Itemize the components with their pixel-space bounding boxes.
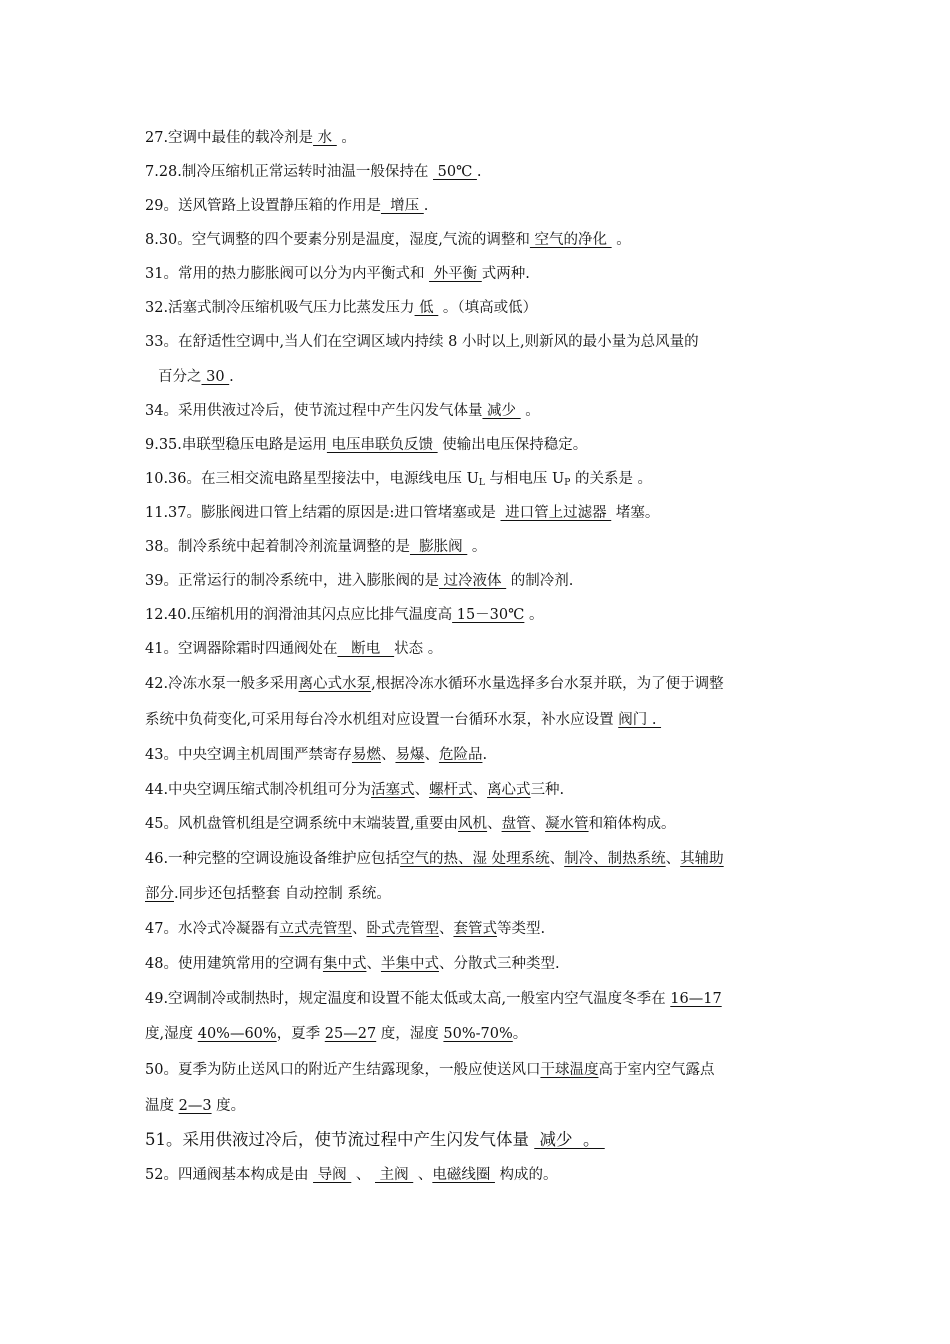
question-line — [145, 919, 825, 939]
question-text: 和箱体构成。 — [588, 816, 676, 832]
question-text: 。 — [520, 403, 540, 419]
answer-blank: 易爆 — [395, 747, 425, 763]
question-text: .同步还包括整套 自动控制 系统。 — [174, 886, 391, 902]
question-text: 、 — [530, 816, 546, 832]
question-text: 、 — [487, 816, 502, 832]
question-line — [145, 469, 825, 493]
question-line — [145, 503, 825, 523]
answer-blank: 风机 — [458, 816, 488, 832]
question-line — [145, 196, 825, 216]
question-text: 48。使用建筑常用的空调有 — [145, 956, 323, 972]
question-text: 的制冷剂. — [506, 573, 574, 589]
answer-blank: 卧式壳管型 — [366, 921, 439, 937]
answer-blank: 16—17 — [670, 991, 722, 1007]
answer-blank: 离心式水泵 — [298, 676, 372, 692]
question-text: 、 — [438, 921, 454, 937]
question-text: 。 — [512, 1026, 528, 1042]
question-line — [145, 989, 825, 1009]
question-text: 27.空调中最佳的载冷剂是 — [145, 130, 314, 146]
question-line — [145, 1165, 825, 1185]
question-line — [145, 1130, 825, 1150]
question-text: 49.空调制冷或制热时，规定温度和设置不能太低或太高,一般室内空气温度冬季在 — [145, 991, 671, 1007]
question-text: 39。正常运行的制冷系统中，进入膨胀阀的是 — [145, 573, 439, 589]
question-text: 、 — [351, 1167, 375, 1183]
answer-blank: 主阀 — [375, 1167, 414, 1183]
question-line — [145, 674, 825, 694]
question-line — [158, 367, 838, 387]
question-text: 、 — [366, 956, 381, 972]
question-line — [145, 849, 825, 869]
question-text: 8.30。空气调整的四个要素分别是温度，湿度,气流的调整和 — [145, 232, 530, 248]
question-text: . — [229, 369, 234, 385]
question-text: 度,湿度 — [145, 1026, 198, 1042]
question-text: 使输出电压保持稳定。 — [437, 437, 588, 453]
question-text: 百分之 — [158, 369, 202, 385]
answer-blank: 活塞式 — [371, 782, 415, 798]
subscript: L — [478, 478, 485, 488]
answer-blank: 30 — [201, 369, 230, 385]
question-line — [145, 332, 825, 352]
question-line — [145, 954, 825, 974]
subscript: P — [564, 478, 571, 488]
question-text: 32.活塞式制冷压缩机吸气压力比蒸发压力 — [145, 300, 415, 316]
answer-blank: 其辅助 — [680, 851, 724, 867]
question-text: 52。四通阀基本构成是由 — [145, 1167, 314, 1183]
question-text: 、 — [424, 747, 439, 763]
question-text: 、 — [549, 851, 565, 867]
question-line — [145, 1024, 825, 1044]
answer-blank: 50℃ — [433, 164, 477, 180]
answer-blank: 螺杆式 — [429, 782, 473, 798]
answer-blank: 减少 — [482, 403, 521, 419]
answer-blank: 立式壳管型 — [279, 921, 352, 937]
answer-blank: 断电 — [337, 641, 395, 657]
question-text: 51。采用供液过冷后，使节流过程中产生闪发气体量 — [145, 1130, 535, 1149]
question-line — [145, 745, 825, 765]
question-line — [145, 814, 825, 834]
question-text: 7.28.制冷压缩机正常运转时油温一般保持在 — [145, 164, 434, 180]
answer-blank: 制冷、制热系统 — [564, 851, 666, 867]
question-line — [145, 128, 825, 148]
question-line — [145, 537, 825, 557]
answer-blank: 干球温度 — [540, 1062, 599, 1078]
question-text: 。（填高或低） — [438, 300, 538, 316]
answer-blank: 减少 。 — [534, 1130, 605, 1149]
answer-blank: 部分 — [145, 886, 174, 902]
question-text: 34。采用供液过冷后，使节流过程中产生闪发气体量 — [145, 403, 483, 419]
question-line — [145, 639, 825, 659]
question-text: . — [423, 198, 429, 214]
answer-blank: 低 — [414, 300, 439, 316]
question-text: 12.40.压缩机用的润滑油其闪点应比排气温度高 — [145, 607, 453, 623]
answer-blank: 盘管 — [501, 816, 531, 832]
question-text: 度，湿度 — [376, 1026, 444, 1042]
answer-blank: 外平衡 — [429, 266, 482, 282]
answer-blank: 集中式 — [322, 956, 367, 972]
question-text: 33。在舒适性空调中,当人们在空调区域内持续 8 小时以上,则新风的最小量为总风量的 — [145, 334, 699, 350]
question-line — [145, 230, 825, 250]
question-text: . — [476, 164, 482, 180]
question-text: 、 — [414, 782, 430, 798]
question-text: 。 — [524, 607, 544, 623]
question-text: 9.35.串联型稳压电路是运用 — [145, 437, 327, 453]
answer-blank: 半集中式 — [380, 956, 439, 972]
answer-blank: 水 — [313, 130, 337, 146]
question-text: 42.冷冻水泵一般多采用 — [145, 676, 299, 692]
question-text: 43。中央空调主机周围严禁寄存 — [145, 747, 352, 763]
question-text: 构成的。 — [494, 1167, 558, 1183]
question-text: 等类型. — [496, 921, 546, 937]
answer-blank: 增压 — [380, 198, 424, 214]
answer-blank: 阀门 . — [618, 712, 662, 728]
answer-blank: 凝水管 — [545, 816, 589, 832]
question-text: 44.中央空调压缩式制冷机组可分为 — [145, 782, 372, 798]
question-text: 、 — [472, 782, 488, 798]
answer-blank: 进口管上过滤器 — [500, 505, 612, 521]
question-text: ，夏季 — [276, 1026, 325, 1042]
question-text: 状态 。 — [394, 641, 443, 657]
answer-blank: 25—27 — [324, 1026, 377, 1042]
question-text: 31。常用的热力膨胀阀可以分为内平衡式和 — [145, 266, 430, 282]
question-text: 的关系是 。 — [570, 471, 653, 487]
question-line — [145, 1060, 825, 1080]
answer-blank: 套管式 — [453, 921, 497, 937]
answer-blank: 空气的热、湿 处理系统 — [400, 851, 550, 867]
question-text: 、分散式三种类型. — [438, 956, 560, 972]
question-text: 。 — [611, 232, 631, 248]
question-text: 堵塞。 — [611, 505, 660, 521]
answer-blank: 空气的净化 — [529, 232, 612, 248]
question-line — [145, 780, 825, 800]
question-text: 29。送风管路上设置静压箱的作用是 — [145, 198, 381, 214]
question-text: 、 — [665, 851, 681, 867]
question-text: 三种. — [530, 782, 565, 798]
question-text: 38。制冷系统中起着制冷剂流量调整的是 — [145, 539, 410, 555]
question-text: 11.37。膨胀阀进口管上结霜的原因是:进口管堵塞或是 — [145, 505, 501, 521]
question-text: 47。水冷式冷凝器有 — [145, 921, 280, 937]
answer-blank: 电磁线圈 — [432, 1167, 495, 1183]
question-text: 45。风机盘管机组是空调系统中末端装置,重要由 — [145, 816, 459, 832]
answer-blank: 离心式 — [487, 782, 531, 798]
question-text: ,根据冷冻水循环水量选择多台水泵并联，为了便于调整 — [371, 676, 724, 692]
question-text: 41。空调器除霜时四通阀处在 — [145, 641, 338, 657]
question-text: 与相电压 U — [484, 471, 565, 487]
question-line — [145, 435, 825, 455]
question-line — [145, 710, 825, 730]
answer-blank: 导阀 — [313, 1167, 352, 1183]
question-text: 、 — [351, 921, 367, 937]
answer-blank: 50%-70% — [443, 1026, 513, 1042]
question-line — [145, 605, 825, 625]
question-text: 高于室内空气露点 — [598, 1062, 715, 1078]
question-line — [145, 884, 825, 904]
question-line — [145, 571, 825, 591]
question-text: 。 — [467, 539, 487, 555]
question-text: 46.一种完整的空调设施设备维护应包括 — [145, 851, 401, 867]
answer-blank: 易燃 — [351, 747, 381, 763]
answer-blank: 40%—60% — [197, 1026, 277, 1042]
answer-blank: 过冷液体 — [438, 573, 507, 589]
question-line — [145, 401, 825, 421]
question-line — [145, 162, 825, 182]
answer-blank: 膨胀阀 — [409, 539, 468, 555]
answer-blank: 危险品 — [438, 747, 483, 763]
question-text: 度。 — [211, 1098, 246, 1114]
question-text: 10.36。在三相交流电路星型接法中，电源线电压 U — [145, 471, 479, 487]
question-text: 式两种. — [481, 266, 530, 282]
answer-blank: 电压串联负反馈 — [326, 437, 438, 453]
question-text: 。 — [336, 130, 356, 146]
question-text: 、 — [380, 747, 396, 763]
question-text: 50。夏季为防止送风口的附近产生结露现象，一般应使送风口 — [145, 1062, 541, 1078]
question-text: 、 — [413, 1167, 433, 1183]
question-line — [145, 1096, 825, 1116]
question-text: 温度 — [145, 1098, 179, 1114]
answer-blank: 15－30℃ — [452, 607, 525, 623]
question-text: . — [482, 747, 488, 763]
answer-blank: 2—3 — [178, 1098, 212, 1114]
question-line — [145, 264, 825, 284]
question-text: 系统中负荷变化,可采用每台冷水机组对应设置一台循环水泵，补水应设置 — [145, 712, 619, 728]
question-line — [145, 298, 825, 318]
